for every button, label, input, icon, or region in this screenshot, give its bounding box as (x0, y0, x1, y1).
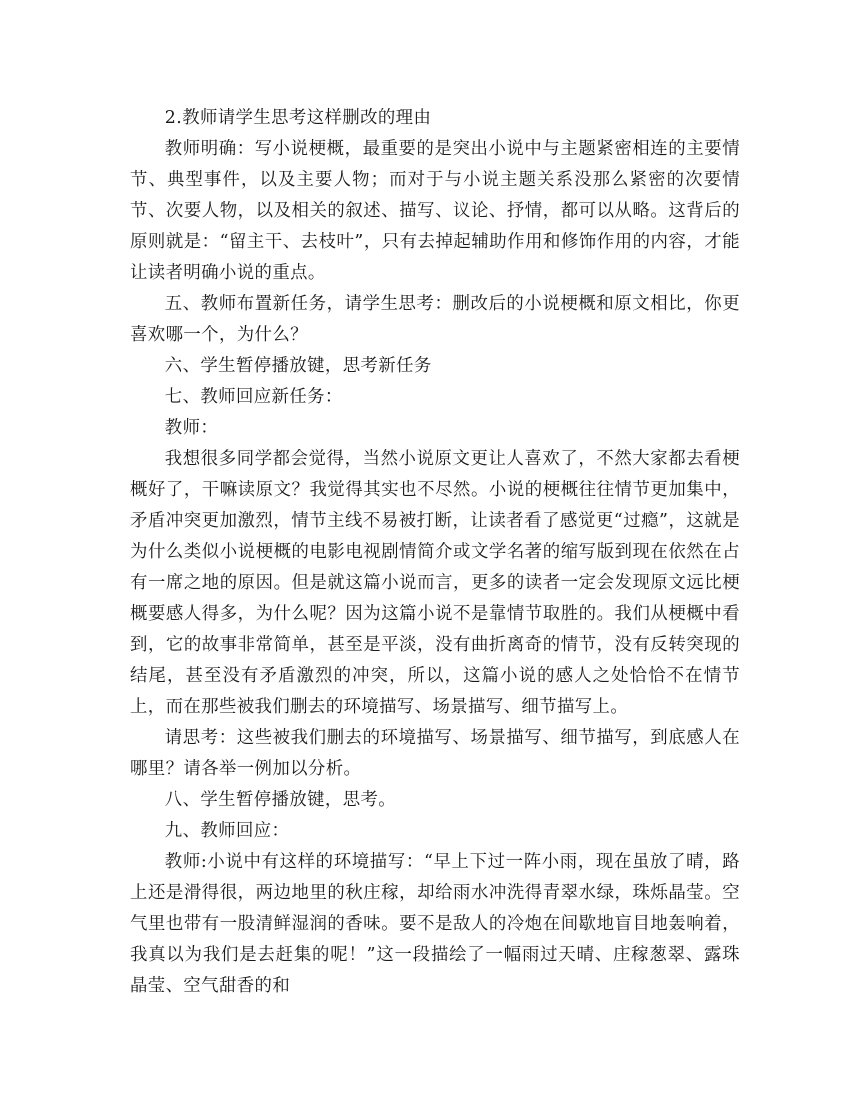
paragraph-heading-2: 2.教师请学生思考这样删改的理由 (164, 108, 432, 128)
paragraph-step-6: 六、学生暂停播放键，思考新任务 (164, 356, 432, 376)
paragraph-environment-description: 教师:小说中有这样的环境描写：“早上下过一阵小雨，现在虽放了晴，路上还是滑得很，两边地里的秋庄稼，却给雨水冲洗得青翠水绿，珠烁晶莹。空气里也带有一股清鲜湿润的香味。要不是敌人的冷炮在间歇地盲目地轰响着，我真以为我们是去赶集的呢！”这一段描绘了一幅雨过天晴、庄稼葱翠、露珠晶莹、空气甜香的和 (130, 852, 740, 996)
paragraph-teacher-label: 教师： (164, 418, 219, 438)
paragraph-step-5: 五、教师布置新任务，请学生思考：删改后的小说梗概和原文相比，你更喜欢哪一个，为什么？ (130, 294, 740, 345)
paragraph-step-9: 九、教师回应： (164, 821, 290, 841)
paragraph-question: 请思考：这些被我们删去的环境描写、场景描写、细节描写，到底感人在哪里？请各举一例加以分析。 (130, 728, 740, 779)
paragraph-step-7: 七、教师回应新任务： (164, 387, 343, 407)
paragraph-teacher-clarifies: 教师明确：写小说梗概，最重要的是突出小说中与主题紧密相连的主要情节、典型事件，以及主要人物；而对于与小说主题关系没那么紧密的次要情节、次要人物，以及相关的叙述、描写、议论、抒情，都可以从略。这背后的原则就是：“留主干、去枝叶”，只有去掉起辅助作用和修饰作用的内容，才能让读者明确小说的重点。 (130, 139, 740, 283)
paragraph-step-8: 八、学生暂停播放键，思考。 (164, 790, 397, 810)
paragraph-teacher-response: 我想很多同学都会觉得，当然小说原文更让人喜欢了，不然大家都去看梗概好了，干嘛读原文？我觉得其实也不尽然。小说的梗概往往情节更加集中，矛盾冲突更加激烈，情节主线不易被打断，让读者看了感觉更“过瘾”，这就是为什么类似小说梗概的电影电视剧情简介或文学名著的缩写版到现在依然在占有一席之地的原因。但是就这篇小说而言，更多的读者一定会发现原文远比梗概要感人得多，为什么呢？因为这篇小说不是靠情节取胜的。我们从梗概中看到，它的故事非常简单，甚至是平淡，没有曲折离奇的情节，没有反转突现的结尾，甚至没有矛盾激烈的冲突，所以，这篇小说的感人之处恰恰不在情节上，而在那些被我们删去的环境描写、场景描写、细节描写上。 (130, 449, 740, 717)
document-body (130, 103, 740, 1002)
